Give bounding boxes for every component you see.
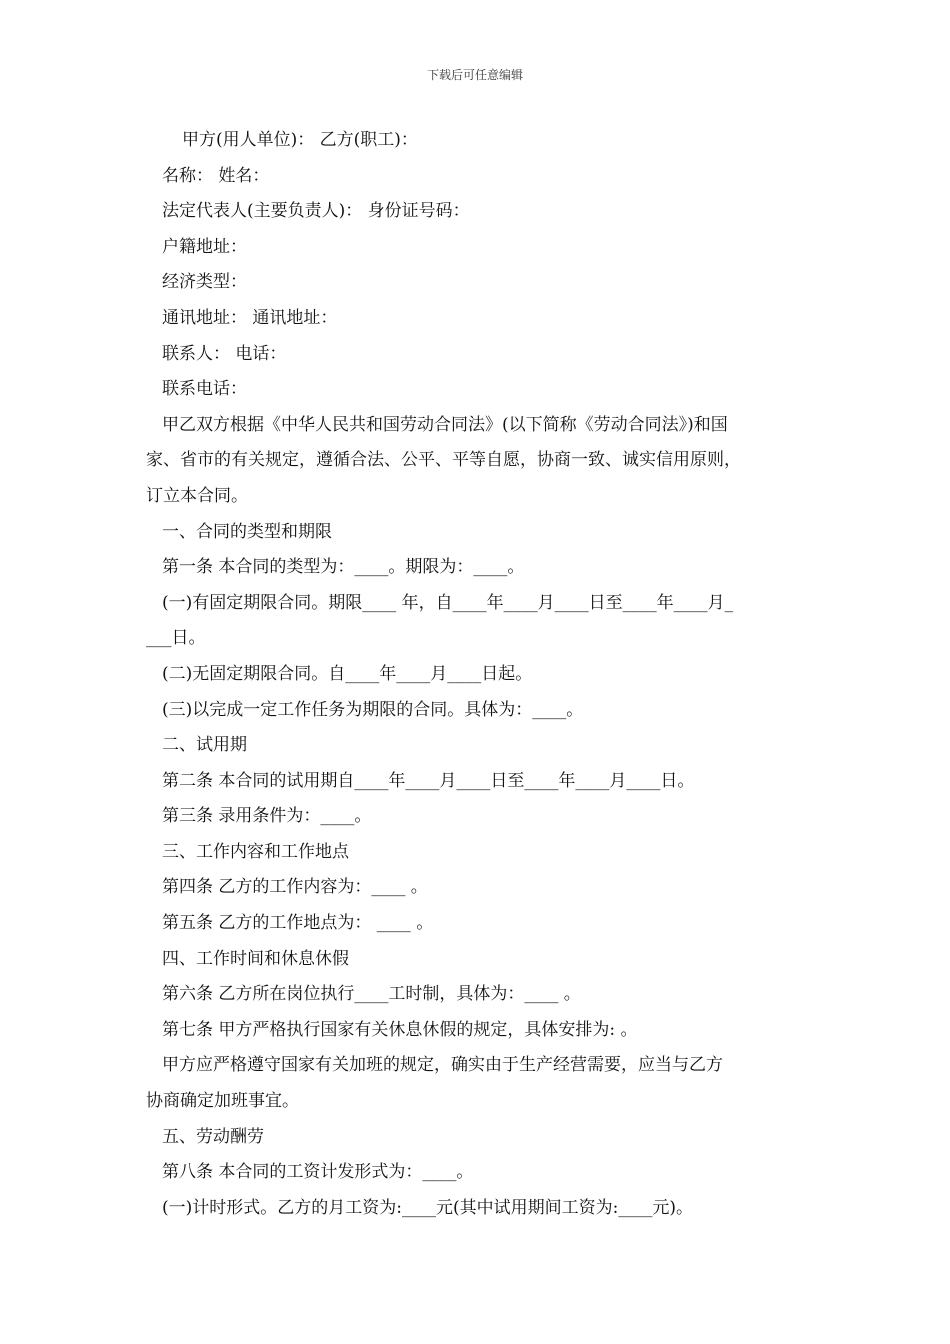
text-line: 第六条 乙方所在岗位执行____工时制，具体为：____ 。	[162, 984, 581, 1005]
text-line: 甲方(用人单位)： 乙方(职工)：	[182, 130, 418, 150]
text-line: 第二条 本合同的试用期自____年____月____日至____年____月____日。	[162, 770, 695, 791]
text-line: 协商确定加班事宜。	[146, 1091, 299, 1112]
text-line: (三)以完成一定工作任务为期限的合同。具体为：____。	[162, 699, 584, 720]
text-line: 联系人： 电话：	[162, 343, 287, 364]
text-line: 第四条 乙方的工作内容为：____ 。	[162, 877, 428, 898]
page-header: 下载后可任意编辑	[426, 68, 523, 82]
text-line: 名称： 姓名：	[162, 165, 270, 186]
text-line: (一)有固定期限合同。期限____ 年，自____年____月____日至____年____月_	[162, 592, 734, 613]
text-line: 甲方应严格遵守国家有关加班的规定，确实由于生产经营需要，应当与乙方	[162, 1055, 723, 1076]
text-line: 联系电话：	[162, 379, 247, 400]
text-line: 甲乙双方根据《中华人民共和国劳动合同法》(以下简称《劳动合同法》)和国	[162, 414, 728, 435]
text-line: 订立本合同。	[146, 485, 248, 506]
text-line: 家、省市的有关规定，遵循合法、公平、平等自愿，协商一致、诚实信用原则，	[146, 450, 741, 471]
text-line: 二、试用期	[162, 735, 247, 756]
text-line: (一)计时形式。乙方的月工资为:____元(其中试用期间工资为:____元)。	[162, 1197, 693, 1218]
text-line: 三、工作内容和工作地点	[162, 841, 349, 862]
text-line: 一、合同的类型和期限	[162, 521, 332, 542]
contract-body	[146, 123, 826, 1226]
text-line: 四、工作时间和休息休假	[162, 948, 349, 969]
text-line: 第三条 录用条件为：____。	[162, 806, 372, 827]
text-line: ___日。	[146, 628, 206, 649]
text-line: 五、劳动酬劳	[162, 1126, 264, 1147]
text-line: 法定代表人(主要负责人)： 身份证号码：	[162, 201, 470, 222]
text-line: 经济类型：	[162, 272, 247, 293]
text-line: 通讯地址： 通讯地址：	[162, 307, 338, 328]
text-line: 第五条 乙方的工作地点为： ____ 。	[162, 913, 434, 934]
text-line: 第八条 本合同的工资计发形式为：____。	[162, 1162, 474, 1183]
text-line: 户籍地址：	[162, 236, 247, 257]
text-line: (二)无固定期限合同。自____年____月____日起。	[162, 663, 533, 684]
text-line: 第七条 甲方严格执行国家有关休息休假的规定，具体安排为: 。	[162, 1019, 638, 1040]
text-line: 第一条 本合同的类型为：____。期限为：____。	[162, 557, 525, 578]
